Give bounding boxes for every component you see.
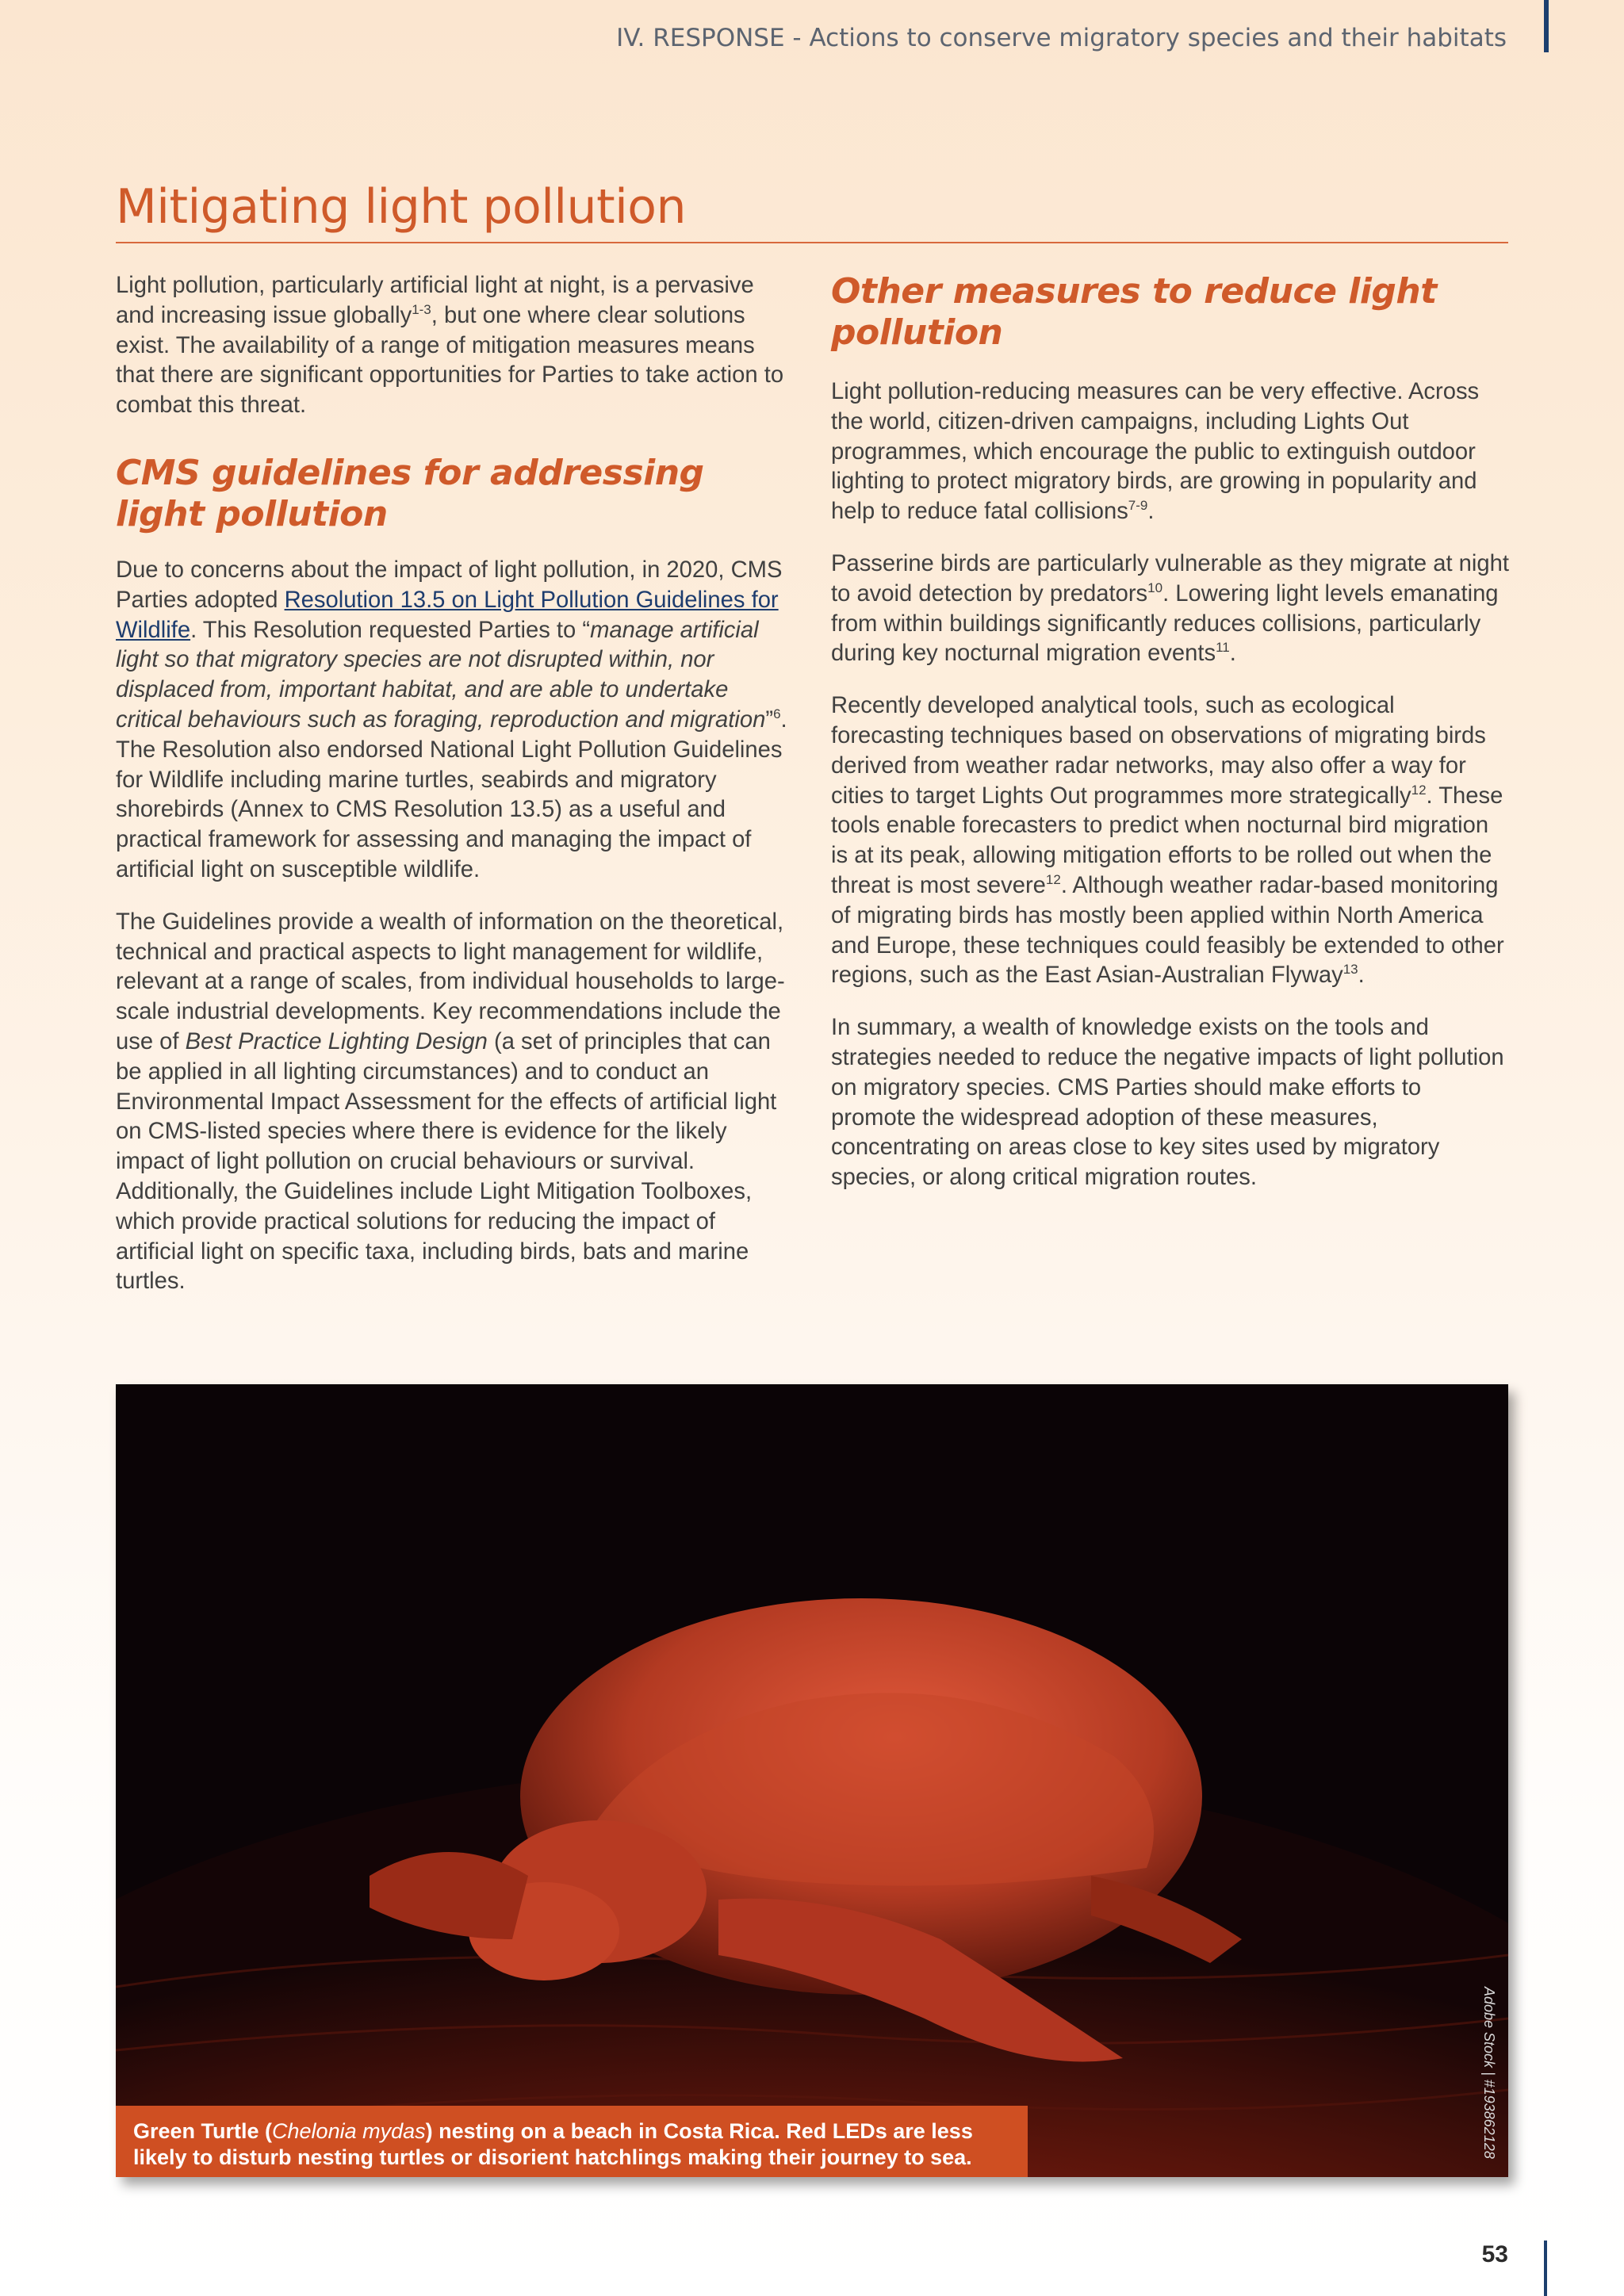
section-heading-other-measures: Other measures to reduce light pollution: [831, 271, 1437, 353]
intro-paragraph: Light pollution, particularly artificial light at night, is a pervasive and increasing issue globally$^{1-3}$, but one where clear solutions exist. The availability of a range of mitigation measures means that there are significant opportunities for Parties to take action to combat this threat.: [116, 273, 784, 419]
cms-guidelines-paragraph: Due to concerns about the impact of light pollution, in 2020, CMS Parties adopted Resolution 13.5 on Light Pollution Guidelines for Wildlife. This Resolution requested Parties to “manage artificial light so that migratory species are not disrupted within, nor displaced from, important habitat, and are able to undertake critical behaviours such as foraging, reproduction and migration”$^6$. The Resolution also endorsed National Light Pollution Guidelines for Wildlife including marine turtles, seabirds and migratory shorebirds (Annex to CMS Resolution 13.5) as a useful and practical framework for assessing and managing the impact of artificial light on susceptible wildlife.: [116, 557, 787, 882]
running-header: IV. RESPONSE - Actions to conserve migratory species and their habitats: [616, 24, 1507, 52]
resolution-13-5-link[interactable]: Resolution 13.5 on Light Pollution Guidelines for Wildlife: [116, 587, 779, 643]
left-column: [116, 271, 791, 1319]
right-column: [831, 271, 1510, 1215]
photo-credit: Adobe Stock | #193862128: [1481, 1987, 1497, 2159]
section-heading-cms-guidelines: CMS guidelines for addressing light pollution: [116, 452, 704, 534]
footer-accent-bar: [1544, 2241, 1547, 2296]
turtle-illustration: [116, 1384, 1508, 2177]
forecasting-paragraph: Recently developed analytical tools, such as ecological forecasting techniques based on observations of migrating birds derived from weather radar networks, may also offer a way for cities to target Lights Out programmes more strategically$^{12}$. These tools enable forecasters to predict when nocturnal bird migration is at its peak, allowing mitigation efforts to be rolled out when the threat is most severe$^{12}$. Although weather radar-based monitoring of migrating birds has mostly been applied within North America and Europe, these techniques could feasibly be extended to other regions, such as the East Asian-Australian Flyway$^{13}$.: [831, 693, 1504, 989]
page-number: 53: [1481, 2241, 1508, 2267]
page-title: Mitigating light pollution: [116, 179, 687, 235]
green-turtle-photo: [116, 1384, 1508, 2177]
reference-sup: 1-3: [412, 301, 431, 317]
reference-sup: 11: [1216, 640, 1230, 656]
passerine-paragraph: Passerine birds are particularly vulnerable as they migrate at night to avoid detection by predators$^{10}$. Lowering light levels emanating from within buildings significantly reduces collisions, particularly during key nocturnal migration events$^{11}$.: [831, 550, 1509, 667]
reference-sup: 13: [1342, 962, 1358, 978]
header-accent-bar: [1544, 0, 1549, 52]
reference-sup: 12: [1411, 782, 1427, 798]
reference-sup: 12: [1045, 871, 1061, 887]
reference-sup: 7-9: [1128, 498, 1148, 514]
photo-caption: Green Turtle (Chelonia mydas) nesting on a beach in Costa Rica. Red LEDs are less likely to disturb nesting turtles or disorient hatchlings making their journey to sea.: [116, 2106, 1028, 2177]
reference-sup: 10: [1147, 580, 1163, 595]
guidelines-detail-paragraph: The Guidelines provide a wealth of information on the theoretical, technical and practical aspects to light management for wildlife, relevant at a range of scales, from individual households to large-scale industrial developments. Key recommendations include the use of Best Practice Lighting Design (a set of principles that can be applied in all lighting circumstances) and to conduct an Environmental Impact Assessment for the effects of artificial light on CMS-listed species where there is evidence for the likely impact of light pollution on crucial behaviours or survival. Additionally, the Guidelines include Light Mitigation Toolboxes, which provide practical solutions for reducing the impact of artificial light on specific taxa, including birds, bats and marine turtles.: [116, 909, 785, 1295]
summary-paragraph: In summary, a wealth of knowledge exists on the tools and strategies needed to reduce the negative impacts of light pollution on migratory species. CMS Parties should make efforts to promote the widespread adoption of these measures, concentrating on areas close to key sites used by migratory species, or along critical migration routes.: [831, 1015, 1504, 1191]
title-rule: [116, 242, 1508, 243]
lights-out-paragraph: Light pollution-reducing measures can be very effective. Across the world, citizen-driven campaigns, including Lights Out programmes, which encourage the public to extinguish outdoor lighting to protect migratory birds, are growing in popularity and help to reduce fatal collisions$^{7-9}$.: [831, 379, 1480, 525]
reference-sup: 6: [773, 706, 781, 721]
